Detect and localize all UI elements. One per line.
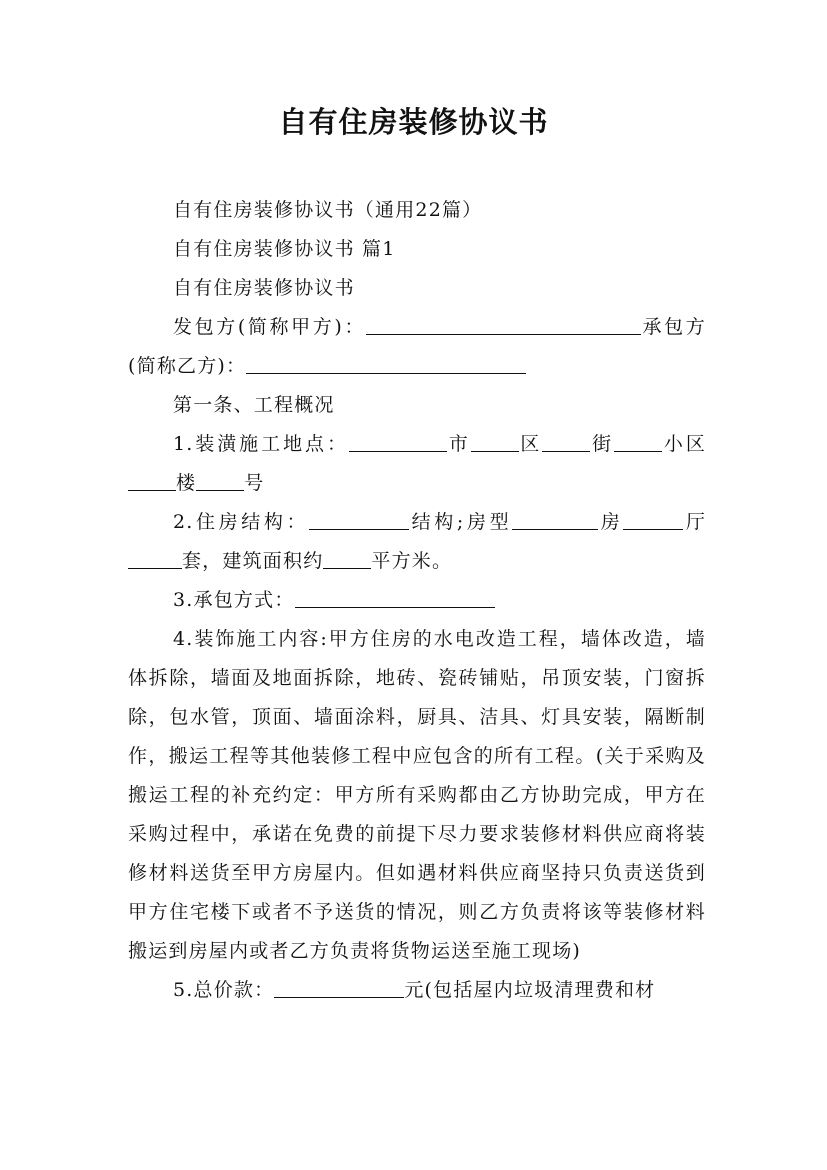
item-5-after: 元(包括屋内垃圾清理费和材 xyxy=(404,979,656,1001)
parties-paragraph xyxy=(128,308,706,386)
party-b-blank xyxy=(246,351,526,374)
district-blank xyxy=(471,429,519,452)
party-b-label: 承包方(简称乙方)： xyxy=(128,316,706,377)
section-heading: 自有住房装修协议书 篇1 xyxy=(173,238,396,260)
hall-blank xyxy=(623,507,683,530)
article-1-heading: 第一条、工程概况 xyxy=(173,394,335,416)
contract-method-blank xyxy=(295,585,495,608)
room-label: 房 xyxy=(598,511,624,533)
structure-blank xyxy=(309,507,409,530)
item-4-paragraph: 4.装饰施工内容:甲方住房的水电改造工程，墙体改造，墙体拆除，墙面及地面拆除，地砖、瓷砖铺贴，吊顶安装，门窗拆除，包水管，顶面、墙面涂料，厨具、洁具、灯具安装，隔断制作，搬运工程等其他装修工程中应包含的所有工程。(关于采购及搬运工程的补充约定：甲方所有采购都由乙方协助完成，甲方在采购过程中，承诺在免费的前提下尽力要求装修材料供应商将装修材料送货至甲方房屋内。但如遇材料供应商坚持只负责送货到甲方住宅楼下或者不予送货的情况，则乙方负责将该等装修材料搬运到房屋内或者乙方负责将货物运送至施工现场) xyxy=(128,628,706,962)
item-1-label: 1.装潢施工地点： xyxy=(173,433,349,455)
doc-heading: 自有住房装修协议书 xyxy=(173,277,355,299)
number-blank xyxy=(196,468,244,491)
room-blank xyxy=(512,507,598,530)
city-blank xyxy=(349,429,447,452)
city-label: 市 xyxy=(446,433,471,455)
street-label: 街 xyxy=(590,433,615,455)
hall-label: 厅 xyxy=(683,511,707,533)
party-a-label: 发包方(简称甲方)： xyxy=(173,316,367,338)
party-a-blank xyxy=(366,312,641,335)
building-blank xyxy=(128,468,176,491)
street-blank xyxy=(542,429,590,452)
district-label: 区 xyxy=(518,433,543,455)
document-title: 自有住房装修协议书 xyxy=(278,105,549,139)
area-blank xyxy=(323,546,371,569)
document-body xyxy=(128,191,706,1010)
structure-label: 结构;房型 xyxy=(409,511,513,533)
building-label: 楼 xyxy=(176,472,197,494)
item-3-label: 3.承包方式： xyxy=(173,589,295,611)
subtitle-line: 自有住房装修协议书（通用22篇） xyxy=(173,199,483,221)
item-5-paragraph xyxy=(128,971,706,1010)
suite-area-label: 套，建筑面积约 xyxy=(182,550,324,572)
item-5-label: 5.总价款： xyxy=(173,979,275,1001)
suite-blank xyxy=(128,546,182,569)
number-label: 号 xyxy=(244,472,265,494)
community-blank xyxy=(614,429,662,452)
item-2-paragraph xyxy=(128,503,706,581)
area-unit-label: 平方米。 xyxy=(371,550,453,572)
total-price-blank xyxy=(274,975,404,998)
item-2-label: 2.住房结构： xyxy=(173,511,310,533)
item-1-paragraph xyxy=(128,425,706,503)
community-label: 小区 xyxy=(662,433,707,455)
item-3-paragraph xyxy=(128,581,706,620)
